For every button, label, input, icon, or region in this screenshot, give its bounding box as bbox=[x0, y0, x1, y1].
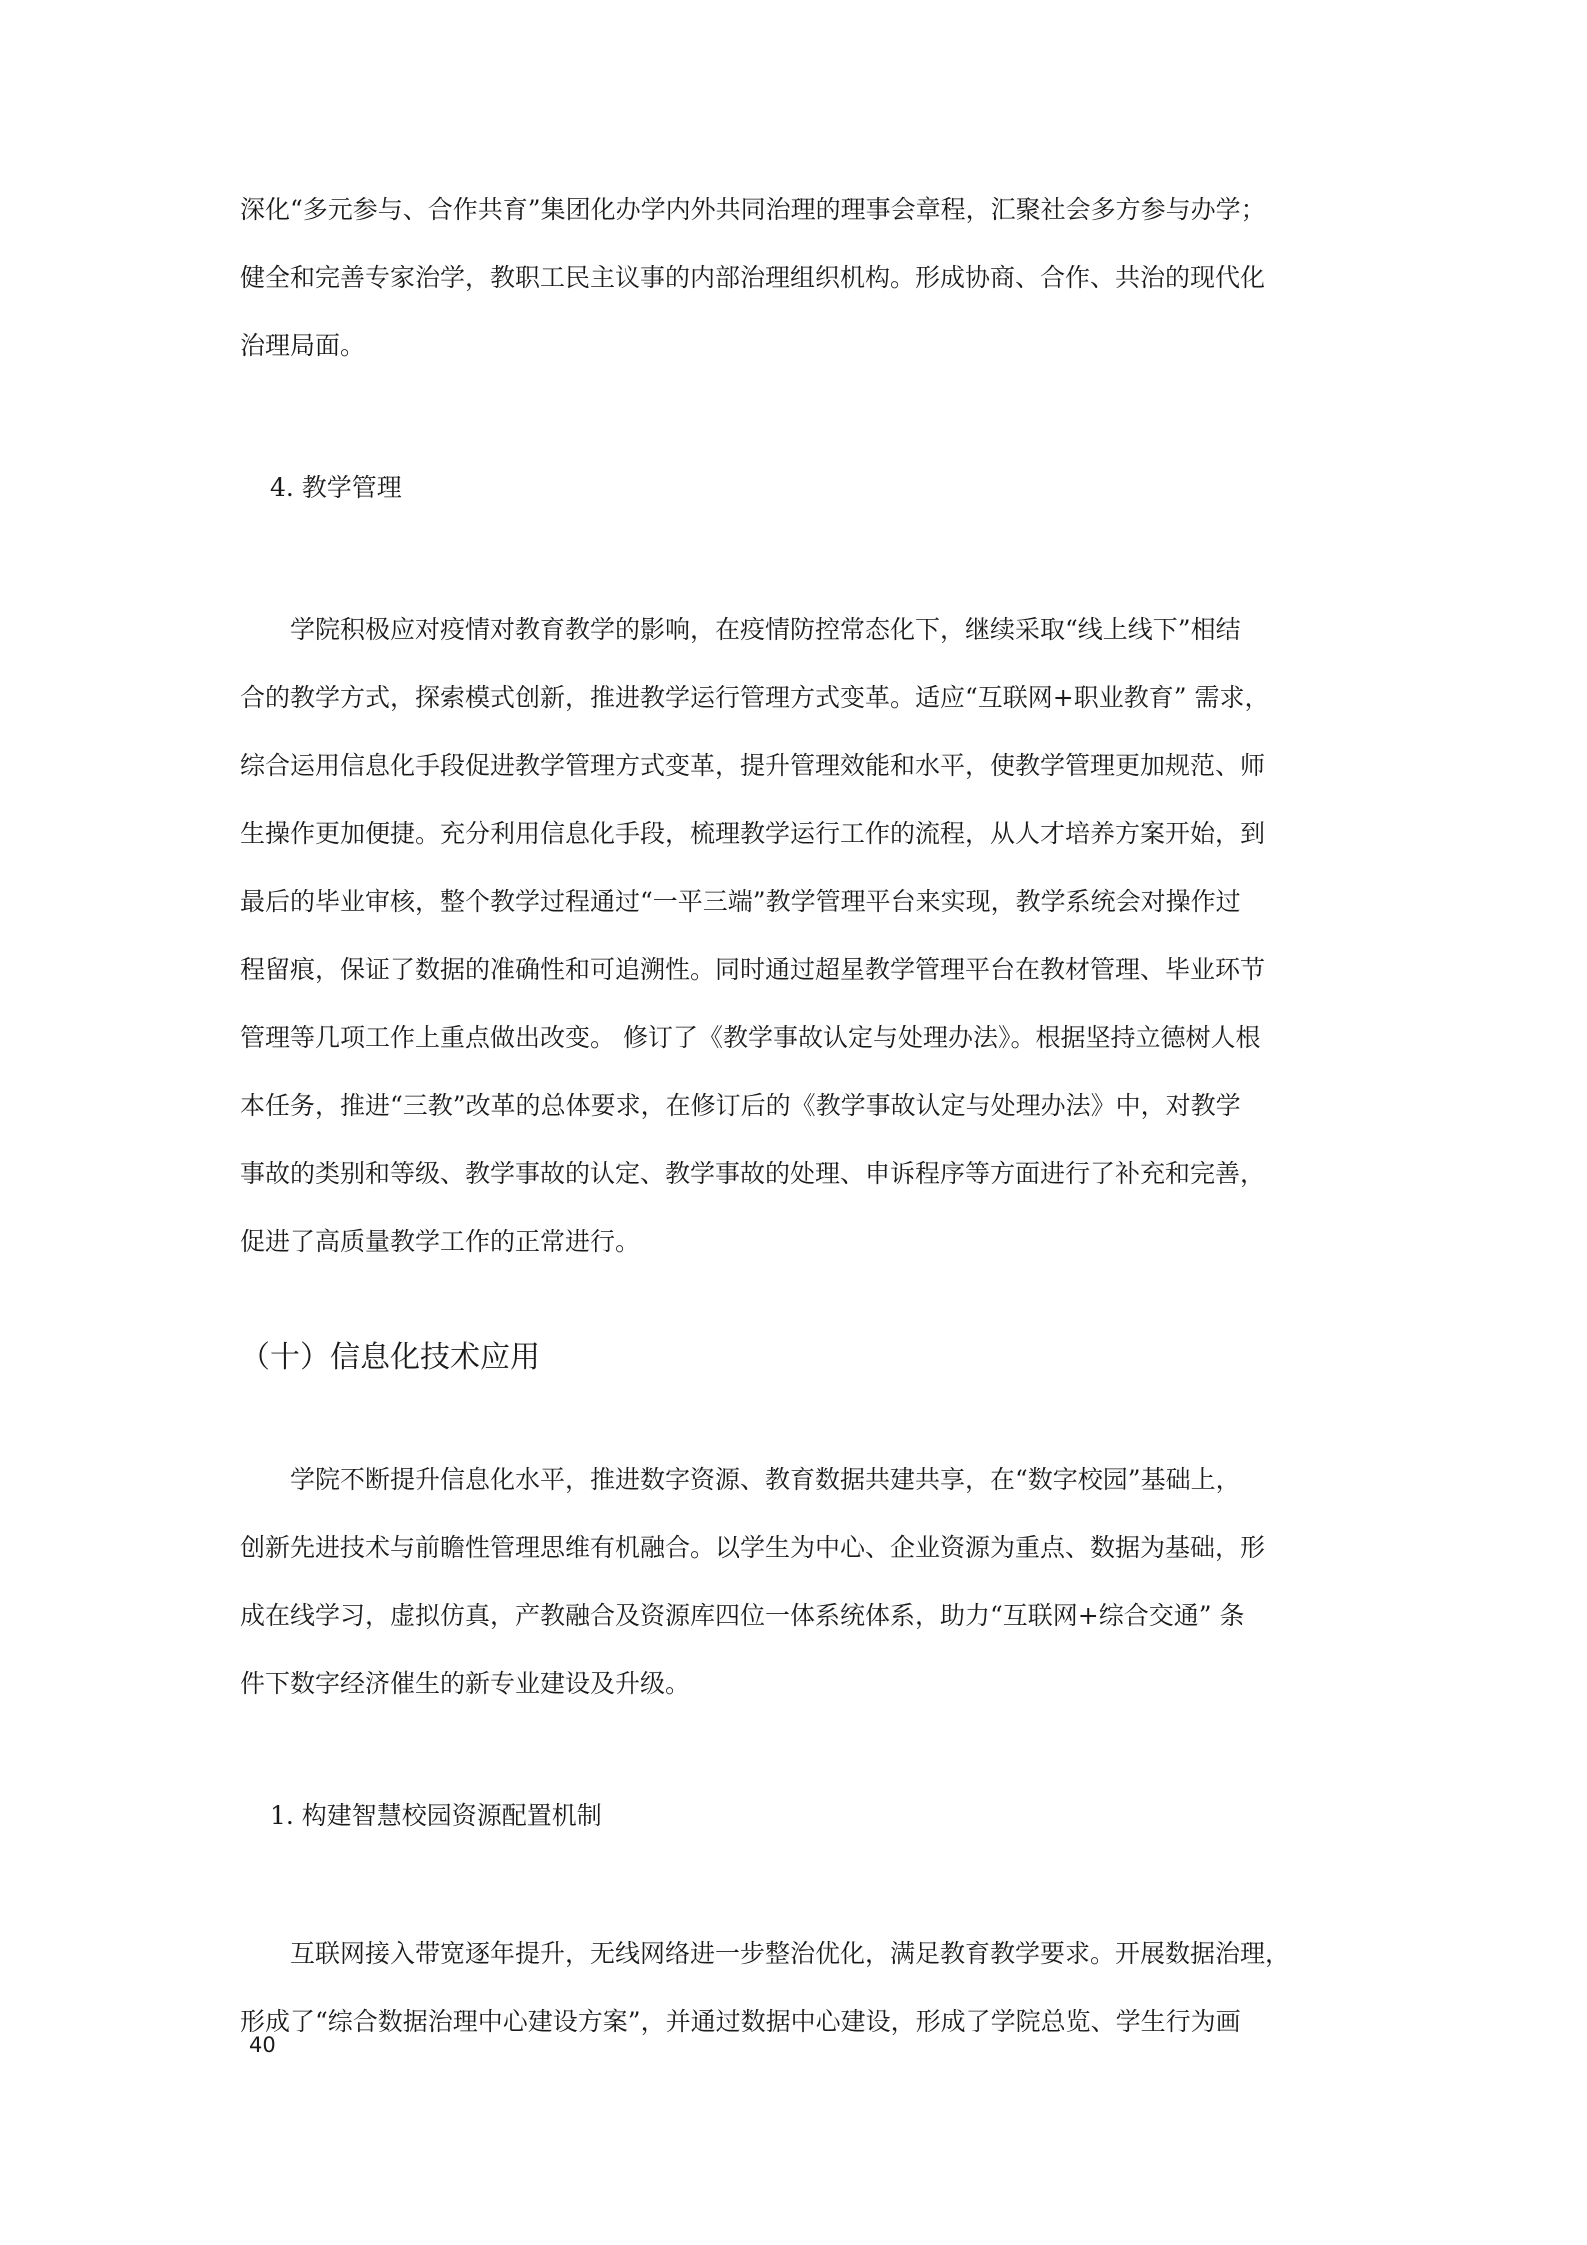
subheading-smart-campus: 1. 构建智慧校园资源配置机制 bbox=[270, 1801, 602, 1830]
text-line: 学院积极应对疫情对教育教学的影响，在疫情防控常态化下，继续采取“线上线下”相结 bbox=[290, 615, 1241, 644]
text-line: 件下数字经济催生的新专业建设及升级。 bbox=[240, 1669, 691, 1698]
text-line: 程留痕，保证了数据的准确性和可追溯性。同时通过超星教学管理平台在教材管理、毕业环节 bbox=[240, 955, 1266, 984]
text-line: 促进了高质量教学工作的正常进行。 bbox=[240, 1227, 641, 1256]
paragraph-teaching-management bbox=[240, 596, 1390, 1276]
text-line: 成在线学习，虚拟仿真，产教融合及资源库四位一体系统体系，助力“互联网+综合交通” 条 bbox=[240, 1601, 1245, 1630]
page-number: 40 bbox=[249, 2033, 276, 2057]
text-line: 互联网接入带宽逐年提升，无线网络进一步整治优化，满足教育教学要求。开展数据治理， bbox=[290, 1939, 1291, 1968]
subheading-teaching-management: 4. 教学管理 bbox=[270, 473, 402, 502]
text-line: 创新先进技术与前瞻性管理思维有机融合。以学生为中心、企业资源为重点、数据为基础，形 bbox=[240, 1533, 1266, 1562]
text-line: 合的教学方式，探索模式创新，推进教学运行管理方式变革。适应“互联网+职业教育” 需求， bbox=[240, 683, 1270, 712]
text-line: 综合运用信息化手段促进教学管理方式变革，提升管理效能和水平，使教学管理更加规范、师 bbox=[240, 751, 1266, 780]
text-line: 治理局面。 bbox=[240, 331, 366, 360]
paragraph-governance bbox=[240, 176, 1390, 380]
text-line: 生操作更加便捷。充分利用信息化手段，梳理教学运行工作的流程，从人才培养方案开始，到 bbox=[240, 819, 1266, 848]
section-heading-it-application: （十）信息化技术应用 bbox=[240, 1340, 540, 1375]
text-line: 健全和完善专家治学，教职工民主议事的内部治理组织机构。形成协商、合作、共治的现代化 bbox=[240, 263, 1266, 292]
text-line: 形成了“综合数据治理中心建设方案”，并通过数据中心建设，形成了学院总览、学生行为画 bbox=[240, 2007, 1241, 2036]
paragraph-smart-campus bbox=[240, 1920, 1390, 2056]
paragraph-it-application bbox=[240, 1446, 1390, 1718]
text-line: 最后的毕业审核，整个教学过程通过“一平三端”教学管理平台来实现，教学系统会对操作过 bbox=[240, 887, 1241, 916]
text-line: 学院不断提升信息化水平，推进数字资源、教育数据共建共享，在“数字校园”基础上， bbox=[290, 1465, 1241, 1494]
text-line: 本任务，推进“三教”改革的总体要求，在修订后的《教学事故认定与处理办法》中，对教学 bbox=[240, 1091, 1241, 1120]
text-line: 深化“多元参与、合作共育”集团化办学内外共同治理的理事会章程，汇聚社会多方参与办学； bbox=[240, 195, 1266, 224]
text-line: 事故的类别和等级、教学事故的认定、教学事故的处理、申诉程序等方面进行了补充和完善， bbox=[240, 1159, 1266, 1188]
text-line: 管理等几项工作上重点做出改变。 修订了《教学事故认定与处理办法》。根据坚持立德树人根 bbox=[240, 1023, 1261, 1052]
